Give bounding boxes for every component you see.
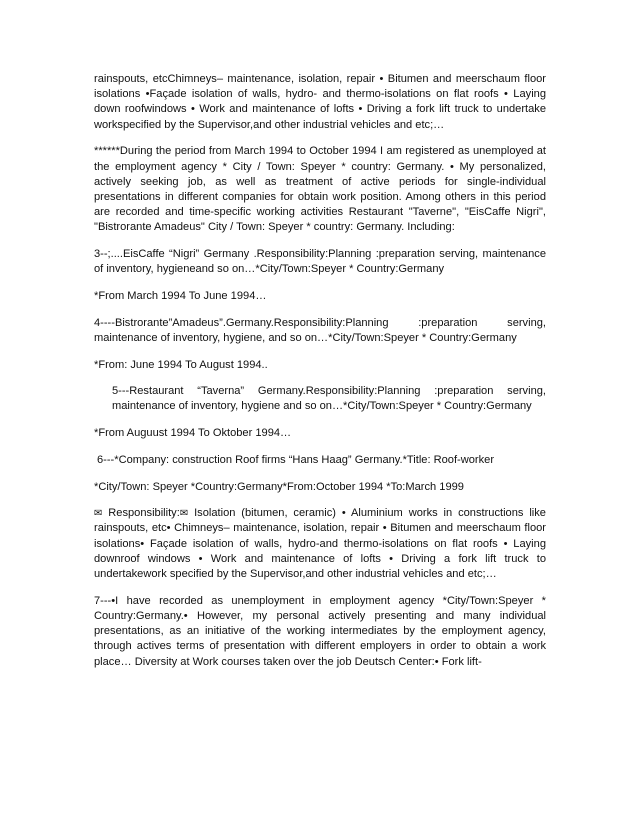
paragraph-roofworker-responsibility [94, 506, 546, 582]
paragraph-period-taverna: *From Auguust 1994 To Oktober 1994… [94, 427, 292, 440]
paragraph-period-amadeus: *From: June 1994 To August 1994.. [94, 358, 268, 371]
envelope-icon: ✉ [94, 508, 103, 520]
paragraph-roofworker-location-period: *City/Town: Speyer *Country:Germany*From:October 1994 *To:March 1999 [94, 480, 464, 493]
paragraph-period-eiscaffe: *From March 1994 To June 1994… [94, 289, 267, 302]
paragraph-unemployment-later: 7---•I have recorded as unemployment in employment agency *City/Town:Speyer * Country:Germany.• However, my personal actively presenting and many individual presentations, as an initiative of the working intermediates by the employment agency, through actives terms of presentation with different employers in order to obtain a work place… Diversity at Work courses taken over the job Deutsch Center:• Fork lift- [94, 594, 546, 668]
envelope-icon: ✉ [179, 508, 189, 520]
paragraph-job-amadeus: 4----Bistrorante”Amadeus”.Germany.Responsibility:Planning :preparation serving, maintenance of inventory, hygiene, and so on…*City/Town:Speyer * Country:Germany [94, 316, 546, 344]
paragraph-job-taverna: 5---Restaurant “Taverna” Germany.Responsibility:Planning :preparation serving, maintenance of inventory, hygiene and so on…*City/Town:Speyer * Country:Germany [112, 385, 546, 413]
paragraph-job-roofworker: 6---*Company: construction Roof firms “Hans Haag” Germany.*Title: Roof-worker [97, 453, 495, 466]
responsibility-text: Isolation (bitumen, ceramic) • Aluminium works in constructions like rainspouts, etc• Chimneys– maintenance, isolation, repair • Bitumen and meerschaum floor isolations• Façade isolation of walls, hydro-and thermo-isolations on flat roofs • Laying downroof windows • Work and maintenance of lofts • Driving a fork lift truck to undertakework specified by the Supervisor,and other industrial vehicles and etc;… [94, 507, 546, 581]
paragraph-roof-duties-continued: rainspouts, etcChimneys– maintenance, isolation, repair • Bitumen and meerschaum floor isolations •Façade isolation of walls, hydro- and thermo-isolations on flat roofs • Laying down roofwindows • Work and maintenance of lofts • Driving a fork lift truck to undertake workspecified by the Supervisor,and other industrial vehicles and etc;… [94, 73, 546, 131]
paragraph-unemployment-1994: ******During the period from March 1994 to October 1994 I am registered as unemployed at the employment agency * City / Town: Speyer * country: Germany. • My personalized, actively seeking job, as well as treatment of active periods for single-individual presentations in different companies for obtain work position. Among others in this period are recorded and time-specific working activities Restaurant "Taverne", "EisCaffe Nigri", "Bistrorante Amadeus" City / Town: Speyer * country: Germany. Including: [94, 145, 546, 234]
responsibility-label: Responsibility: [108, 507, 180, 520]
paragraph-job-eiscaffe: 3--;....EisCaffe “Nigri” Germany .Responsibility:Planning :preparation serving, maintenance of inventory, hygieneand so on…*City/Town:Speyer * Country:Germany [94, 248, 546, 276]
